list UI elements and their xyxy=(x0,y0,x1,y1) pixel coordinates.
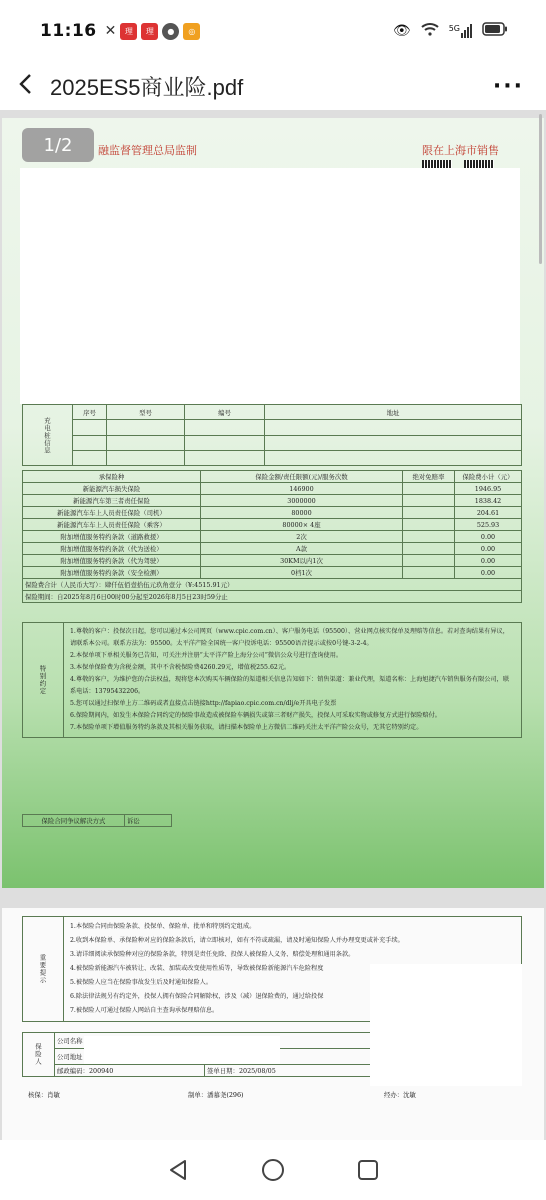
coverage-name: 新能源汽车车上人员责任保险（乘客） xyxy=(23,519,201,531)
checker: 核保：肖敏 xyxy=(28,1091,60,1099)
col-header: 绝对免赔率 xyxy=(403,471,455,483)
special-item: 4.尊敬的客户，为维护您的合法权益，现将您本次购买车辆保险的渠道相关信息告知如下：销售渠道：兼业代理，渠道名称：上海旭捷汽车销售服务有限公司，联系电话：13795432206。 xyxy=(70,676,510,695)
important-item: 6.除法律法规另有约定外，投保人拥有保险合同解除权，涉及（减）退保险费的，通过给投保 xyxy=(70,993,324,1000)
important-item: 1.本保险合同由保险条款、投保单、保险单、批单和特别约定组成。 xyxy=(70,923,256,930)
table-row xyxy=(23,483,522,495)
col-header: 序号 xyxy=(73,405,107,420)
coverage-premium: 0.00 xyxy=(455,567,522,579)
col-header: 型号 xyxy=(107,405,185,420)
charge-section-label: 充电桩信息 xyxy=(23,405,73,466)
coverage-deductible xyxy=(403,483,455,495)
redacted-area xyxy=(84,1036,280,1064)
coverage-premium: 0.00 xyxy=(455,555,522,567)
network-type: 5G xyxy=(448,24,460,33)
table-row xyxy=(23,531,522,543)
back-arrow-icon xyxy=(18,73,32,95)
redacted-area xyxy=(20,168,520,404)
coverage-name: 新能源汽车车上人员责任保险（司机） xyxy=(23,507,201,519)
coverage-amount: 0档1次 xyxy=(201,567,403,579)
coverage-deductible xyxy=(403,543,455,555)
app-notif-icon: ◎ xyxy=(183,23,200,40)
app-bar xyxy=(0,62,546,110)
important-item: 3.请详细阅读承保险种对应的保险条款，特别是责任免除、投保人被保险人义务、赔偿处理和通用条款。 xyxy=(70,951,355,958)
battery-icon xyxy=(482,22,508,40)
table-row xyxy=(23,567,522,579)
coverage-name: 附加增值服务特约条款（代为驾驶） xyxy=(23,555,201,567)
coverage-premium: 525.93 xyxy=(455,519,522,531)
coverage-name: 新能源汽车损失保险 xyxy=(23,483,201,495)
chat-icon: ● xyxy=(162,23,179,40)
coverage-amount: 80000× 4座 xyxy=(201,519,403,531)
coverage-premium: 1838.42 xyxy=(455,495,522,507)
col-header: 地址 xyxy=(265,405,522,420)
coverage-deductible xyxy=(403,567,455,579)
coverage-amount: 3000000 xyxy=(201,495,403,507)
coverage-amount: 30KM以内1次 xyxy=(201,555,403,567)
eye-icon: 👁 xyxy=(392,23,411,39)
table-row xyxy=(23,555,522,567)
coverage-deductible xyxy=(403,519,455,531)
status-time: 11:16 xyxy=(40,21,97,41)
important-item: 2.收到本保险单、承保险种对应的保险条款后，请立即核对，如有不符或疏漏，请及时通知保险人并办理变更或补充手续。 xyxy=(70,937,404,944)
dispute-label: 保险合同争议解决方式 xyxy=(23,815,125,827)
col-header: 保险金额/责任限额(元)/服务次数 xyxy=(201,471,403,483)
coverage-name: 附加增值服务特约条款（安全检测） xyxy=(23,567,201,579)
important-item: 5.被保险人应当在保险事故发生后及时通知保险人。 xyxy=(70,979,213,986)
special-item: 7.本保险单项下增值服务特约条款及其相关服务获取，请扫描本保险单上方微信二维码关注太平洋产险公众号，无其它特别约定。 xyxy=(70,724,423,731)
premium-total: 保险费合计（人民币大写）：肆仟伍佰壹拾伍元玖角壹分（¥:4515.91元） xyxy=(23,579,522,591)
wifi-icon xyxy=(421,22,439,40)
more-options-button[interactable]: ··· xyxy=(492,73,524,99)
table-row xyxy=(23,543,522,555)
back-button[interactable] xyxy=(0,66,50,106)
coverage-deductible xyxy=(403,507,455,519)
important-item: 7.被保险人可通过保险人网站自主查询承保理赔信息。 xyxy=(70,1007,219,1014)
coverage-table xyxy=(22,470,522,603)
document-title: 2025ES5商业险.pdf xyxy=(50,74,244,100)
special-label: 特别约定 xyxy=(23,623,64,738)
system-icons xyxy=(393,22,508,40)
square-recents-icon xyxy=(357,1159,379,1181)
table-row xyxy=(23,519,522,531)
redacted-area xyxy=(370,964,522,1086)
page-indicator: 1/2 xyxy=(22,128,94,162)
signal-icon xyxy=(449,24,472,38)
coverage-premium: 0.00 xyxy=(455,531,522,543)
nav-back-button[interactable] xyxy=(166,1158,190,1182)
insurer-label: 保险人 xyxy=(23,1033,55,1077)
important-label: 重要提示 xyxy=(23,917,64,1022)
postcode: 邮政编码：200940 xyxy=(55,1065,205,1077)
nav-recents-button[interactable] xyxy=(356,1158,380,1182)
missed-call-icon: ✕ xyxy=(104,23,117,39)
pdf-page-2 xyxy=(2,908,544,1140)
important-item: 4.被保险新能源汽车被转让、改装、加装或改变使用性质等，导致被保险新能源汽车危险程度 xyxy=(70,965,324,972)
table-row xyxy=(23,507,522,519)
coverage-amount: 80000 xyxy=(201,507,403,519)
handler: 经办：沈敏 xyxy=(384,1091,416,1099)
coverage-amount: 2次 xyxy=(201,531,403,543)
scrollbar[interactable] xyxy=(539,114,542,264)
pdf-page-1 xyxy=(2,118,544,888)
dispute-value: 诉讼 xyxy=(125,815,172,827)
table-row xyxy=(23,495,522,507)
col-header: 编号 xyxy=(185,405,265,420)
footer-row xyxy=(28,1090,518,1099)
col-header: 承保险种 xyxy=(23,471,201,483)
coverage-amount: A款 xyxy=(201,543,403,555)
special-item: 3.本保单保险费为含税金额，其中不含税保险费4260.29元，增值税255.62元。 xyxy=(70,664,291,671)
coverage-name: 附加增值服务特约条款（道路救援） xyxy=(23,531,201,543)
maker: 制单：潘慕尧(296) xyxy=(188,1091,244,1099)
status-bar xyxy=(0,0,546,62)
sales-region-text: 限在上海市销售 xyxy=(422,144,499,157)
company-address-label: 公司地址 xyxy=(55,1049,522,1065)
special-notes xyxy=(64,623,522,738)
regulator-text: 融监督管理总局监制 xyxy=(98,144,197,157)
nav-home-button[interactable] xyxy=(261,1158,285,1182)
dispute-table xyxy=(22,814,172,827)
charging-pile-table xyxy=(22,404,522,466)
col-header: 保险费小计（元） xyxy=(455,471,522,483)
special-item: 6.保险期间内，如发生本保险合同约定的保险事故造成被保险车辆损失或第三者财产损失，投保人可采取实物或修复方式进行保险赔付。 xyxy=(70,712,441,719)
coverage-amount: 146900 xyxy=(201,483,403,495)
special-agreements-table xyxy=(22,622,522,738)
company-name-label: 公司名称 xyxy=(55,1033,522,1049)
sign-date: 签单日期：2025/08/05 xyxy=(205,1065,375,1077)
coverage-name: 新能源汽车第三者责任保险 xyxy=(23,495,201,507)
coverage-deductible xyxy=(403,495,455,507)
special-item: 1.尊敬的客户：投保次日起，您可以通过本公司网页（www.cpic.com.cn）、客户服务电话（95500）、营业网点核实保单及理赔等信息。若对查询结果有异议，请联系本公司。联系方法为：95500。太平洋产险全国统一客户投诉电话：95500语音提示或按0号键-3-2-4。 xyxy=(70,628,509,647)
pdf-viewer[interactable] xyxy=(0,110,546,1140)
circle-home-icon xyxy=(261,1158,285,1182)
coverage-name: 附加增值服务特约条款（代为送检） xyxy=(23,543,201,555)
app-notif-icon: 理 xyxy=(141,23,158,40)
notification-icons xyxy=(105,23,201,40)
special-item: 2.本保单项下单相关服务已告知，可关注并注册“太平洋产险上海分公司”微信公众号进行查询使用。 xyxy=(70,652,343,659)
triangle-back-icon xyxy=(167,1158,189,1182)
system-nav-bar xyxy=(0,1140,546,1200)
insurance-period: 保险期间：自2025年8月6日00时00分起至2026年8月5日23时59分止 xyxy=(23,591,522,603)
coverage-deductible xyxy=(403,531,455,543)
coverage-premium: 0.00 xyxy=(455,543,522,555)
coverage-premium: 1946.95 xyxy=(455,483,522,495)
coverage-deductible xyxy=(403,555,455,567)
special-item: 5.您可以通过扫保单上方二维码或者直接点击链接http://fapiao.cpic.com.cn/dlj/e开具电子发票 xyxy=(70,700,337,707)
coverage-premium: 204.61 xyxy=(455,507,522,519)
app-notif-icon: 理 xyxy=(120,23,137,40)
